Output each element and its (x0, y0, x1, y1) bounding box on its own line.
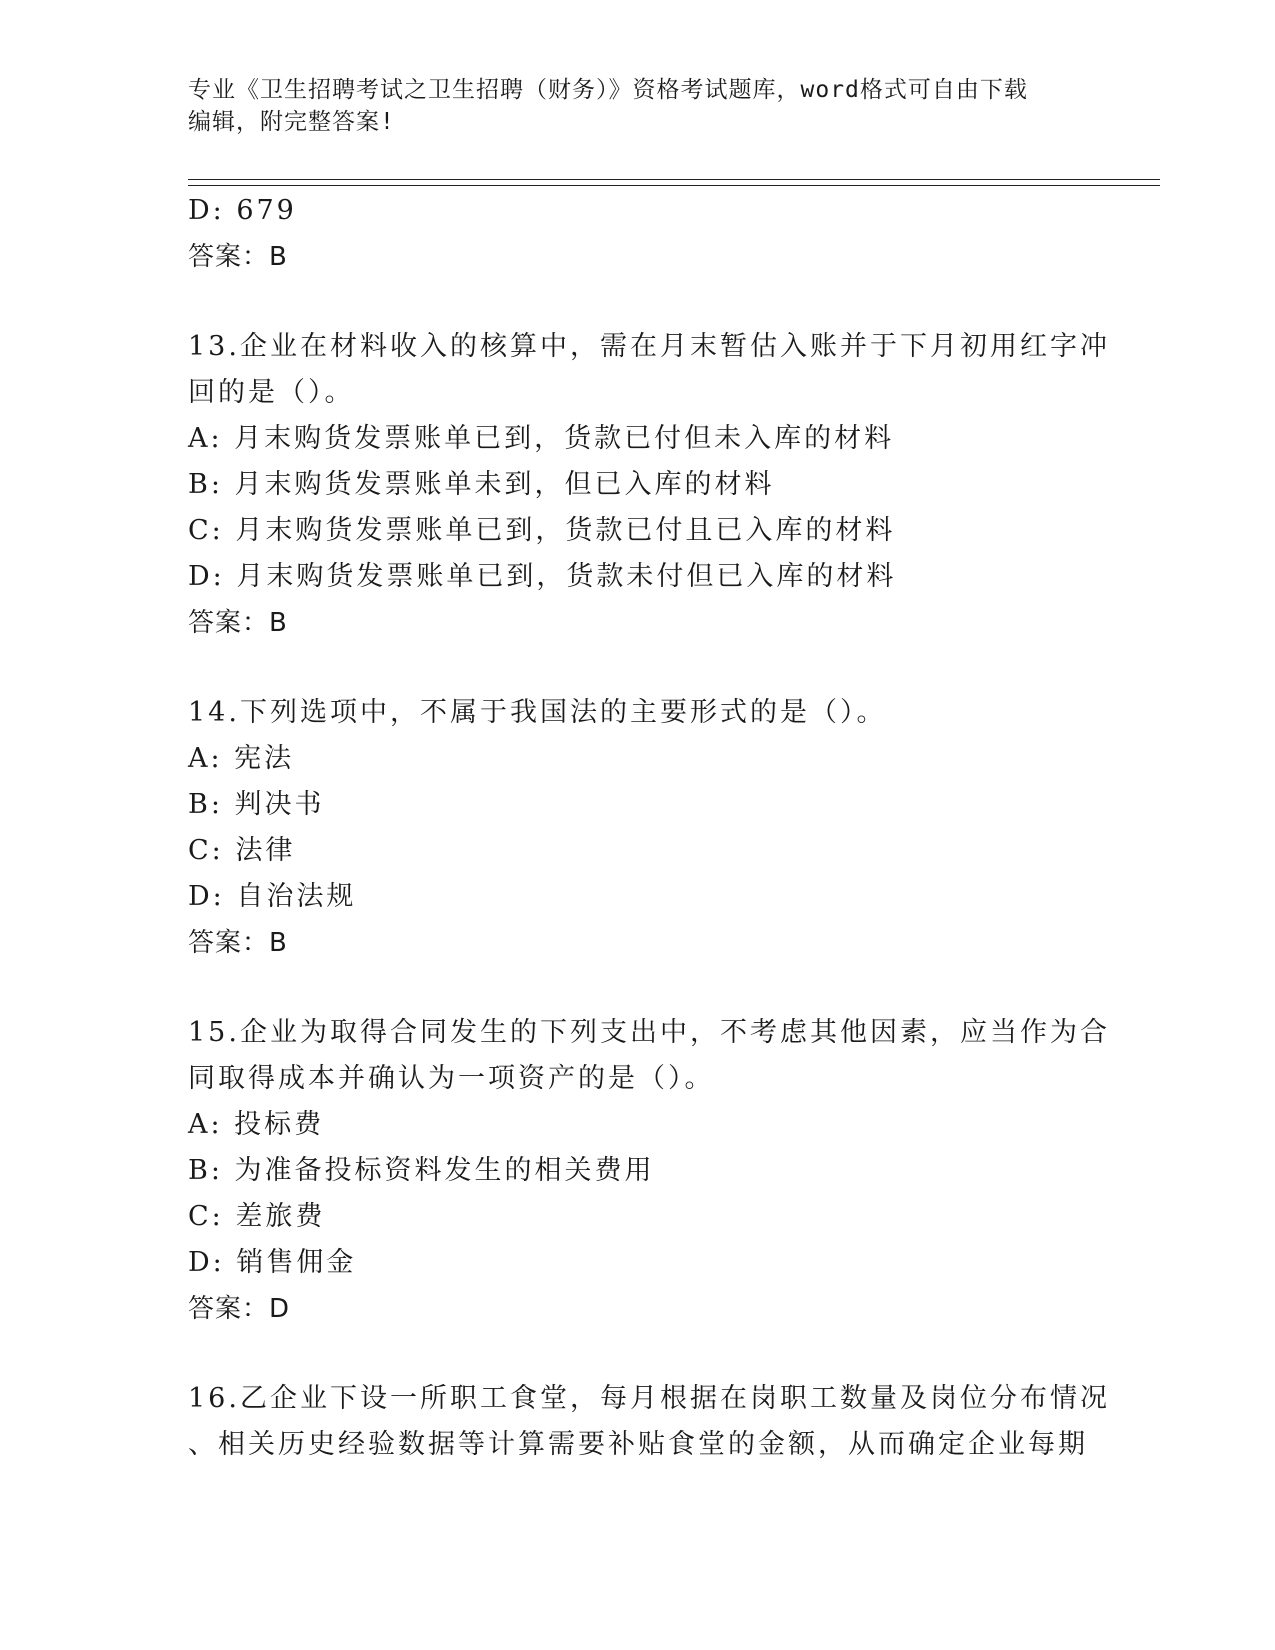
answer-line: 答案：D (188, 1294, 291, 1324)
answer-line: 答案：B (188, 242, 288, 272)
option-a: A: 宪法 (188, 743, 295, 774)
header-line-2: 编辑，附完整答案! (188, 109, 395, 135)
answer-line: 答案：B (188, 608, 288, 638)
option-a: A: 月末购货发票账单已到，货款已付但未入库的材料 (188, 423, 895, 454)
answer-line: 答案：B (188, 928, 288, 958)
option-c: C: 月末购货发票账单已到，货款已付且已入库的材料 (188, 515, 896, 546)
question-stem: 14.下列选项中，不属于我国法的主要形式的是（）。 (188, 697, 887, 728)
question-stem: 15.企业为取得合同发生的下列支出中，不考虑其他因素，应当作为合 (188, 1017, 1110, 1048)
option-c: C: 法律 (188, 835, 296, 866)
option-b: B: 为准备投标资料发生的相关费用 (188, 1155, 655, 1186)
question-stem: 回的是（）。 (188, 377, 355, 408)
question-stem: 同取得成本并确认为一项资产的是（）。 (188, 1063, 715, 1094)
option-b: B: 月末购货发票账单未到，但已入库的材料 (188, 469, 775, 500)
option-a: A: 投标费 (188, 1109, 325, 1140)
option-b: B: 判决书 (188, 789, 325, 820)
question-content (188, 188, 1110, 1468)
question-stem: 、相关历史经验数据等计算需要补贴食堂的金额，从而确定企业每期 (188, 1429, 1088, 1460)
header-double-rule (188, 179, 1160, 186)
option-d: D: 销售佣金 (188, 1247, 357, 1278)
option-c: C: 差旅费 (188, 1201, 326, 1232)
question-stem: 13.企业在材料收入的核算中，需在月末暂估入账并于下月初用红字冲 (188, 331, 1110, 362)
page-header (188, 74, 1088, 138)
question-stem: 16.乙企业下设一所职工食堂，每月根据在岗职工数量及岗位分布情况 (188, 1383, 1110, 1414)
option-d: D: 自治法规 (188, 881, 357, 912)
header-line-1: 专业《卫生招聘考试之卫生招聘（财务）》资格考试题库，word格式可自由下载 (188, 77, 1028, 103)
option-d: D: 679 (188, 195, 297, 226)
option-d: D: 月末购货发票账单已到，货款未付但已入库的材料 (188, 561, 897, 592)
